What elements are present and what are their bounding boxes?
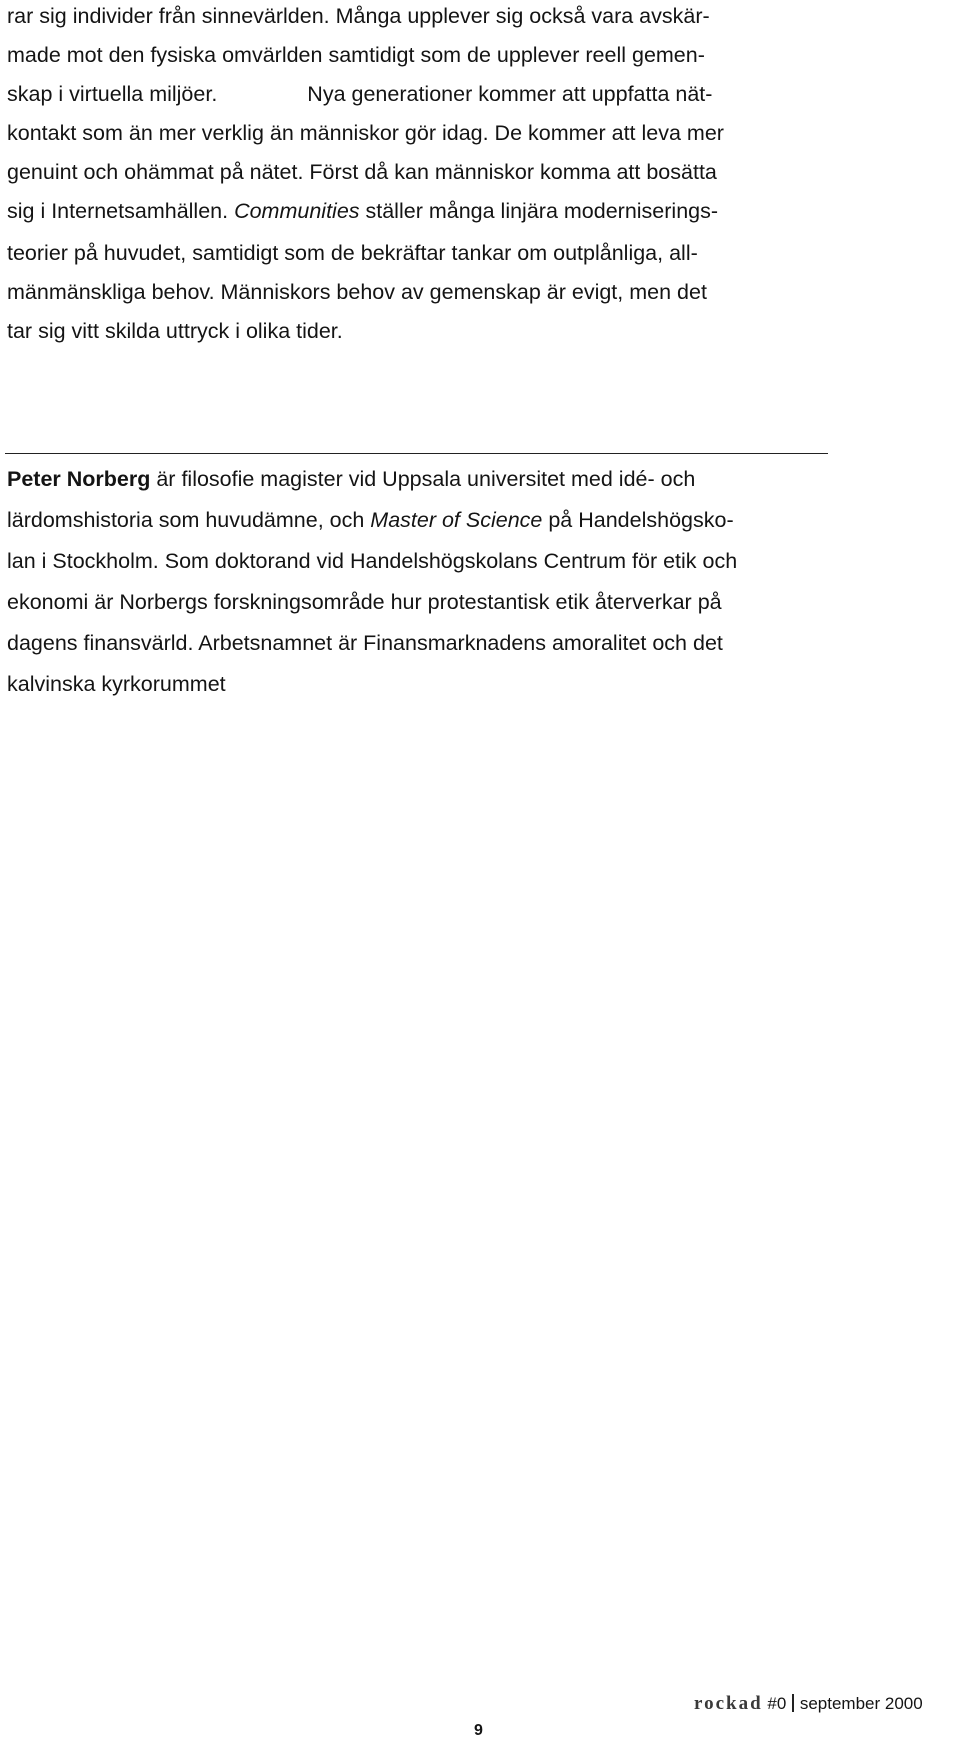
text-line [7, 466, 695, 492]
issue-number: #0 [767, 1694, 787, 1713]
text-line [7, 198, 718, 224]
text-line [7, 507, 734, 533]
text-line: made mot den fysiska omvärlden samtidigt som de upplever reell gemen- [7, 43, 705, 67]
text-line: dagens finansvärld. Arbetsnamnet är Finansmarknadens amoralitet och det [7, 631, 723, 655]
magazine-logo: rockad [694, 1693, 763, 1714]
text-line: rar sig individer från sinnevärlden. Många upplever sig också vara avskär- [7, 4, 710, 28]
text-segment: sig i Internetsamhällen. [7, 199, 229, 223]
text-line: kalvinska kyrkorummet [7, 672, 226, 696]
text-line: lan i Stockholm. Som doktorand vid Handelshögskolans Centrum för etik och [7, 549, 738, 573]
text-segment: är filosofie magister vid Uppsala universitet med idé- och [150, 467, 696, 491]
issue-date: september 2000 [799, 1694, 923, 1713]
italic-term: Communities [234, 199, 360, 223]
text-segment: lärdomshistoria som huvudämne, och [7, 508, 371, 532]
text-segment: ställer många linjära moderniserings- [359, 199, 719, 223]
page-number: 9 [474, 1722, 483, 1739]
text-line: tar sig vitt skilda uttryck i olika tider. [7, 319, 343, 343]
text-line: kontakt som än mer verklig än människor gör idag. De kommer att leva mer [7, 121, 724, 145]
text-segment: skap i virtuella miljöer. [7, 82, 218, 106]
footer-separator [792, 1694, 794, 1712]
footer [694, 1694, 923, 1714]
italic-term: Master of Science [370, 508, 543, 532]
text-line: genuint och ohämmat på nätet. Först då kan människor komma att bosätta [7, 160, 717, 184]
section-divider [5, 453, 828, 454]
author-name: Peter Norberg [7, 467, 151, 491]
text-line: mänmänskliga behov. Människors behov av gemenskap är evigt, men det [7, 280, 707, 304]
text-line: teorier på huvudet, samtidigt som de bekräftar tankar om outplånliga, all- [7, 241, 698, 265]
text-segment: Nya generationer kommer att uppfatta nät- [307, 82, 713, 106]
text-segment: på Handelshögsko- [542, 508, 734, 532]
text-line: ekonomi är Norbergs forskningsområde hur protestantisk etik återverkar på [7, 590, 722, 614]
text-line [7, 81, 712, 107]
